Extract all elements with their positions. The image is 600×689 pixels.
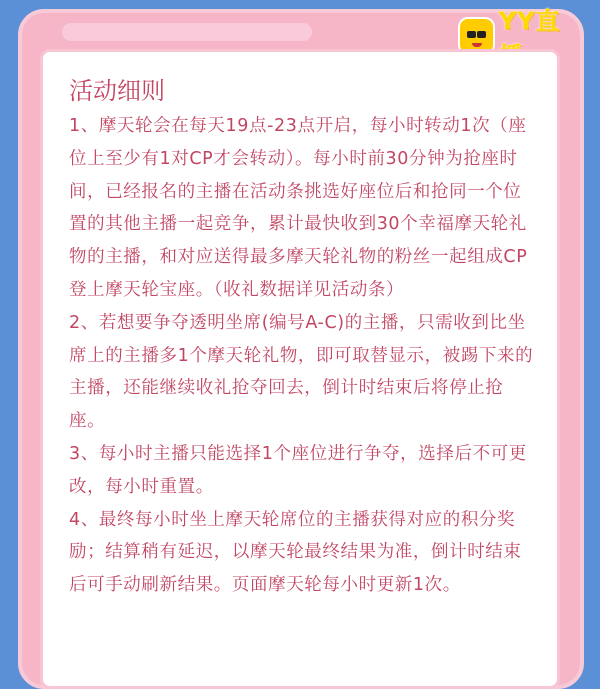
frame-header-strip: [62, 23, 312, 41]
rule-item-3: 3、每小时主播只能选择1个座位进行争夺，选择后不可更改，每小时重置。: [69, 443, 527, 497]
logo-text: YY直: [498, 7, 561, 35]
rules-card: [40, 49, 560, 689]
rules-title: 活动细则: [69, 77, 165, 105]
rule-item-2: 2、若想要争夺透明坐席(编号A-C)的主播，只需收到比坐席上的主播多1个摩天轮礼物，即可取替显示，被踢下来的主播，还能继续收礼抢夺回去，倒计时结束后将停止抢座。: [69, 312, 534, 432]
yy-live-logo: [460, 7, 582, 53]
yy-mascot-icon: [460, 19, 493, 53]
rule-item-1: 1、摩天轮会在每天19点-23点开启，每小时转动1次（座位上至少有1对CP才会转动）。每小时前30分钟为抢座时间，已经报名的主播在活动条挑选好座位后和抢同一个位置的其他主播一起竞争，累计最快收到30个幸福摩天轮礼物的主播，和对应送得最多摩天轮礼物的粉丝一起组成CP登上摩天轮宝座。（收礼数据详见活动条）: [69, 116, 528, 300]
rule-item-4: 4、最终每小时坐上摩天轮席位的主播获得对应的积分奖励；结算稍有延迟，以摩天轮最终结果为准，倒计时结束后可手动刷新结果。页面摩天轮每小时更新1次。: [69, 509, 522, 596]
